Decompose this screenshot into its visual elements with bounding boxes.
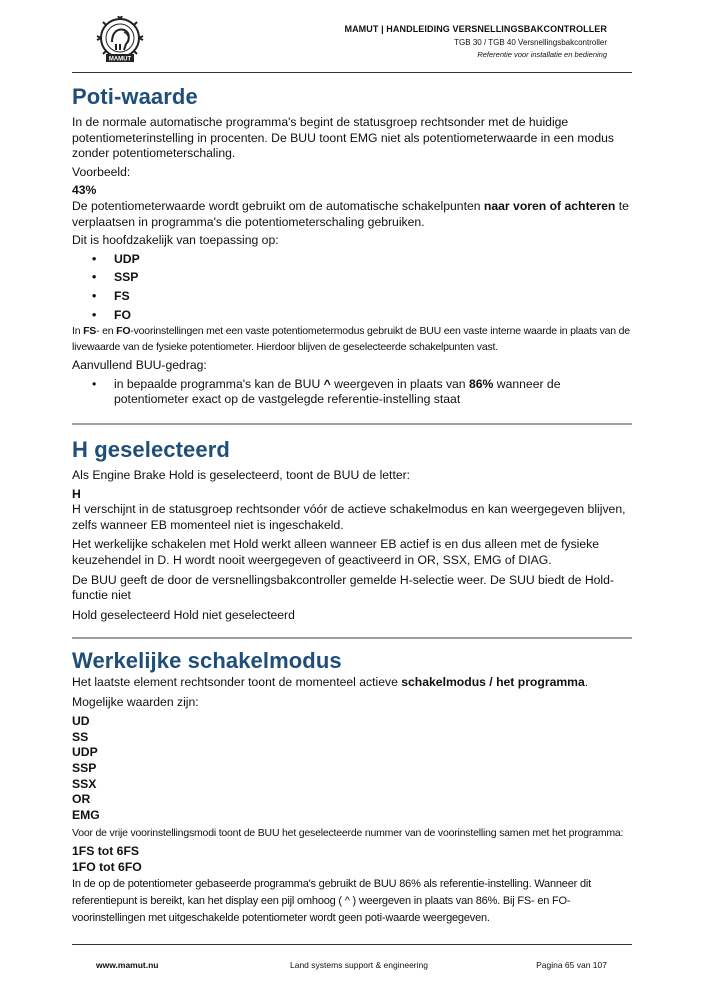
poti-paragraph-2: De potentiometerwaarde wordt gebruikt om de automatische schakelpunten naar voren of achteren te verplaatsen in programma's die potentiometerschaling gebruiken.: [72, 198, 629, 229]
header-subtitle-2: Referentie voor installatie en bediening: [477, 50, 607, 59]
footer-divider: [72, 944, 632, 945]
hold-paragraph-3: Het werkelijke schakelen met Hold werkt alleen wanneer EB actief is en dus alleen met de fysieke keuzehendel in D. H wordt nooit weergegeven of geactiveerd in OR, SSX, EMG of DIAG.: [72, 537, 600, 567]
mode-range: 1FO tot 6FO: [72, 859, 142, 874]
poti-list: [72, 252, 632, 323]
mode-paragraph-2: Mogelijke waarden zijn:: [72, 694, 199, 709]
footer-tagline: Land systems support & engineering: [290, 960, 428, 970]
mode-paragraph-3: In de op de potentiometer gebaseerde programma's gebruikt de BUU 86% als referentie-instelling. Wanneer dit referentiepunt is bereikt, kan het display een pijl omhoog ( ^ ) weergeven in plaats van 86%. Bij FS- en FO-voorinstellingen met uitgeschakelde potentiometer wordt geen poti-waarde weergegeven.: [72, 877, 591, 924]
header-subtitle: TGB 30 / TGB 40 Versnellingsbakcontroller: [454, 38, 607, 47]
mamut-logo: [94, 16, 146, 64]
poti-note: In FS- en FO-voorinstellingen met een vaste potentiometermodus gebruikt de BUU een vaste interne waarde in plaats van de livewaarde van de fysieke potentiometer. Hierdoor blijven de geselecteerde schakelpunten vast.: [72, 325, 630, 354]
mode-value: UDP: [72, 745, 98, 760]
hold-paragraph-4: De BUU geeft de door de versnellingsbakcontroller gemelde H-selectie weer. De SUU biedt de Hold-functie niet: [72, 572, 614, 603]
section-mode: [72, 648, 632, 927]
mode-range: 1FS tot 6FS: [72, 844, 140, 859]
hold-paragraph-1: Als Engine Brake Hold is geselecteerd, toont de BUU de letter:: [72, 468, 411, 482]
list-item: • UDP: [72, 252, 632, 268]
header-divider: [72, 72, 632, 73]
page-header: [344, 24, 607, 60]
mode-note: Voor de vrije voorinstellingsmodi toont de BUU het geselecteerde nummer van de voorinstelling samen met het programma:: [72, 827, 624, 840]
list-item: • SSP: [72, 270, 632, 286]
poti-heading: Poti-waarde: [72, 84, 198, 109]
logo-text: MAMUT: [108, 56, 132, 63]
section-hold: [72, 437, 632, 623]
poti-example-label: Voorbeeld:: [72, 164, 131, 179]
poti-extra-list: [72, 377, 632, 408]
list-item: • FO: [72, 308, 632, 324]
list-item: • in bepaalde programma's kan de BUU ^ weergeven in plaats van 86% wanneer de potentiometer exact op de vastgelegde referentie-instelling staat: [72, 377, 632, 408]
mode-value: OR: [72, 792, 91, 807]
poti-paragraph-1: In de normale automatische programma's begint de statusgroep rechtsonder met de huidige potentiometerinstelling in procenten. De BUU toont EMG niet als potentiometerwaarde in een modus zonder potentiometerschaling.: [72, 115, 614, 161]
hold-letter: H: [72, 486, 81, 501]
mode-values: [72, 714, 632, 823]
hold-heading: H geselecteerd: [72, 437, 230, 462]
section-divider: [72, 637, 632, 639]
mode-heading: Werkelijke schakelmodus: [72, 648, 342, 673]
footer-page-number: Pagina 65 van 107: [536, 960, 607, 970]
mode-paragraph-1: Het laatste element rechtsonder toont de momenteel actieve schakelmodus / het programma.: [72, 675, 589, 689]
section-divider: [72, 423, 632, 425]
poti-paragraph-3: Dit is hoofdzakelijk van toepassing op:: [72, 233, 279, 248]
mode-value: SSX: [72, 776, 97, 791]
hold-paragraph-2: H verschijnt in de statusgroep rechtsonder vóór de actieve schakelmodus en kan weergegeven blijven, zelfs wanneer EB momenteel niet is ingeschakeld.: [72, 502, 626, 532]
list-item: • FS: [72, 289, 632, 305]
footer-website: www.mamut.nu: [96, 960, 159, 970]
hold-paragraph-5: Hold geselecteerd Hold niet geselecteerd: [72, 607, 295, 622]
header-title: MAMUT | HANDLEIDING VERSNELLINGSBAKCONTROLLER: [344, 24, 607, 34]
poti-example-value: 43%: [72, 183, 97, 198]
section-poti: [72, 84, 632, 408]
mode-value: EMG: [72, 807, 100, 822]
mode-value: SSP: [72, 760, 97, 775]
poti-extra-label: Aanvullend BUU-gedrag:: [72, 358, 207, 373]
mode-value: SS: [72, 729, 89, 744]
mode-value: UD: [72, 714, 90, 729]
mode-ranges: [72, 844, 632, 875]
